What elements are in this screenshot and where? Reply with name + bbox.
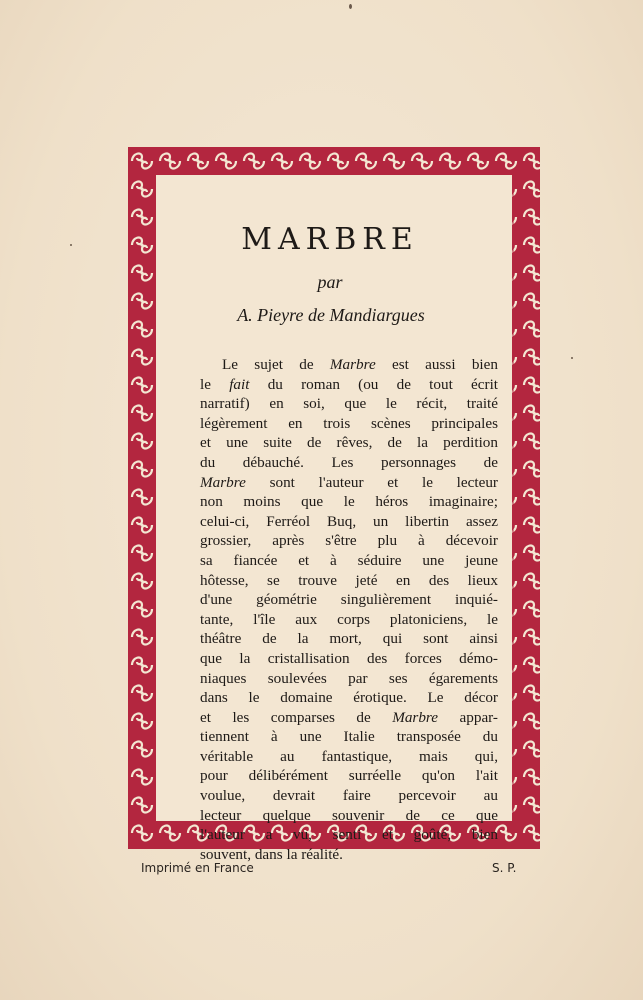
synopsis-line [200,571,498,591]
synopsis-paragraph [200,355,498,864]
synopsis-text: l'auteur a vu, senti et goûté, bien [200,826,498,844]
synopsis-text: voulue, devrait faire percevoir au [200,787,498,805]
synopsis-line [200,473,498,493]
author-name: A. Pieyre de Mandiargues [237,305,425,325]
synopsis-line [200,649,498,669]
synopsis-line [200,414,498,434]
synopsis-line [200,708,498,728]
synopsis-line [200,610,498,630]
synopsis-text: grossier, après s'être plu à décevoir [200,532,498,550]
synopsis-text: appar- [438,708,498,726]
synopsis-text: et les comparses de [200,708,393,726]
synopsis-text: et une suite de rêves, de la perdition [200,434,498,452]
synopsis-line [200,727,498,747]
book-title-italic: Marbre [329,356,376,373]
synopsis-text: sa fiancée et à séduire une jeune [200,551,498,569]
synopsis-line [200,825,498,845]
synopsis-text: du roman (ou de tout écrit [249,375,499,393]
synopsis-line [200,355,498,375]
synopsis-text: narratif) en soi, que le récit, traité [200,395,498,413]
book-title-italic: fait [229,375,250,393]
synopsis-line [200,786,498,806]
synopsis-line [200,766,498,786]
paper-speck [349,4,352,9]
sp-label: S. P. [492,861,517,875]
synopsis-text: niaques soulevées par ses égarements [200,669,498,687]
synopsis-text: Le sujet de [222,356,330,373]
synopsis-text: le [200,375,230,393]
synopsis-text: du débauché. Les personnages de [200,453,498,471]
synopsis-text: souvent, dans la réalité. [200,845,343,863]
synopsis-text: pour délibérément surréelle qu'on l'ait [200,767,498,785]
book-title-italic: Marbre [200,473,246,491]
synopsis-line [200,669,498,689]
paper-speck [70,244,72,246]
synopsis-line [200,394,498,414]
synopsis-text: est aussi bien [375,356,498,373]
synopsis-text: non moins que le héros imaginaire; [200,493,498,511]
synopsis-line [200,512,498,532]
synopsis-line [200,806,498,826]
synopsis-line [200,453,498,473]
synopsis-line [200,629,498,649]
synopsis-text: véritable au fantastique, mais qui, [200,747,498,765]
synopsis-text: sont l'auteur et le lecteur [245,473,498,491]
synopsis-text: que la cristallisation des forces démo- [200,649,498,667]
synopsis-line [200,375,498,395]
synopsis-line [200,433,498,453]
synopsis-text: tante, l'île aux corps platoniciens, le [200,610,498,628]
synopsis-line [200,688,498,708]
synopsis-text: théâtre de la mort, qui sont ainsi [200,630,498,648]
synopsis-text: celui-ci, Ferréol Buq, un libertin assez [200,512,498,530]
book-title-italic: Marbre [392,708,439,726]
synopsis-text: dans le domaine érotique. Le décor [200,689,498,707]
synopsis-line [200,531,498,551]
synopsis-line [200,590,498,610]
synopsis-line [200,747,498,767]
paper-speck [571,357,573,359]
book-title: MARBRE [241,222,419,257]
printed-in-france-label: Imprimé en France [141,861,254,875]
synopsis-text: tiennent à une Italie transposée du [200,728,498,746]
synopsis-line [200,492,498,512]
by-label: par [317,272,343,292]
synopsis-text: légèrement en trois scènes principales [200,414,498,432]
synopsis-text: hôtesse, se trouve jeté en des lieux [200,571,498,589]
synopsis-text: d'une géométrie singulièrement inquié- [200,591,498,609]
synopsis-line [200,551,498,571]
synopsis-text: lecteur quelque souvenir de ce que [200,806,498,824]
